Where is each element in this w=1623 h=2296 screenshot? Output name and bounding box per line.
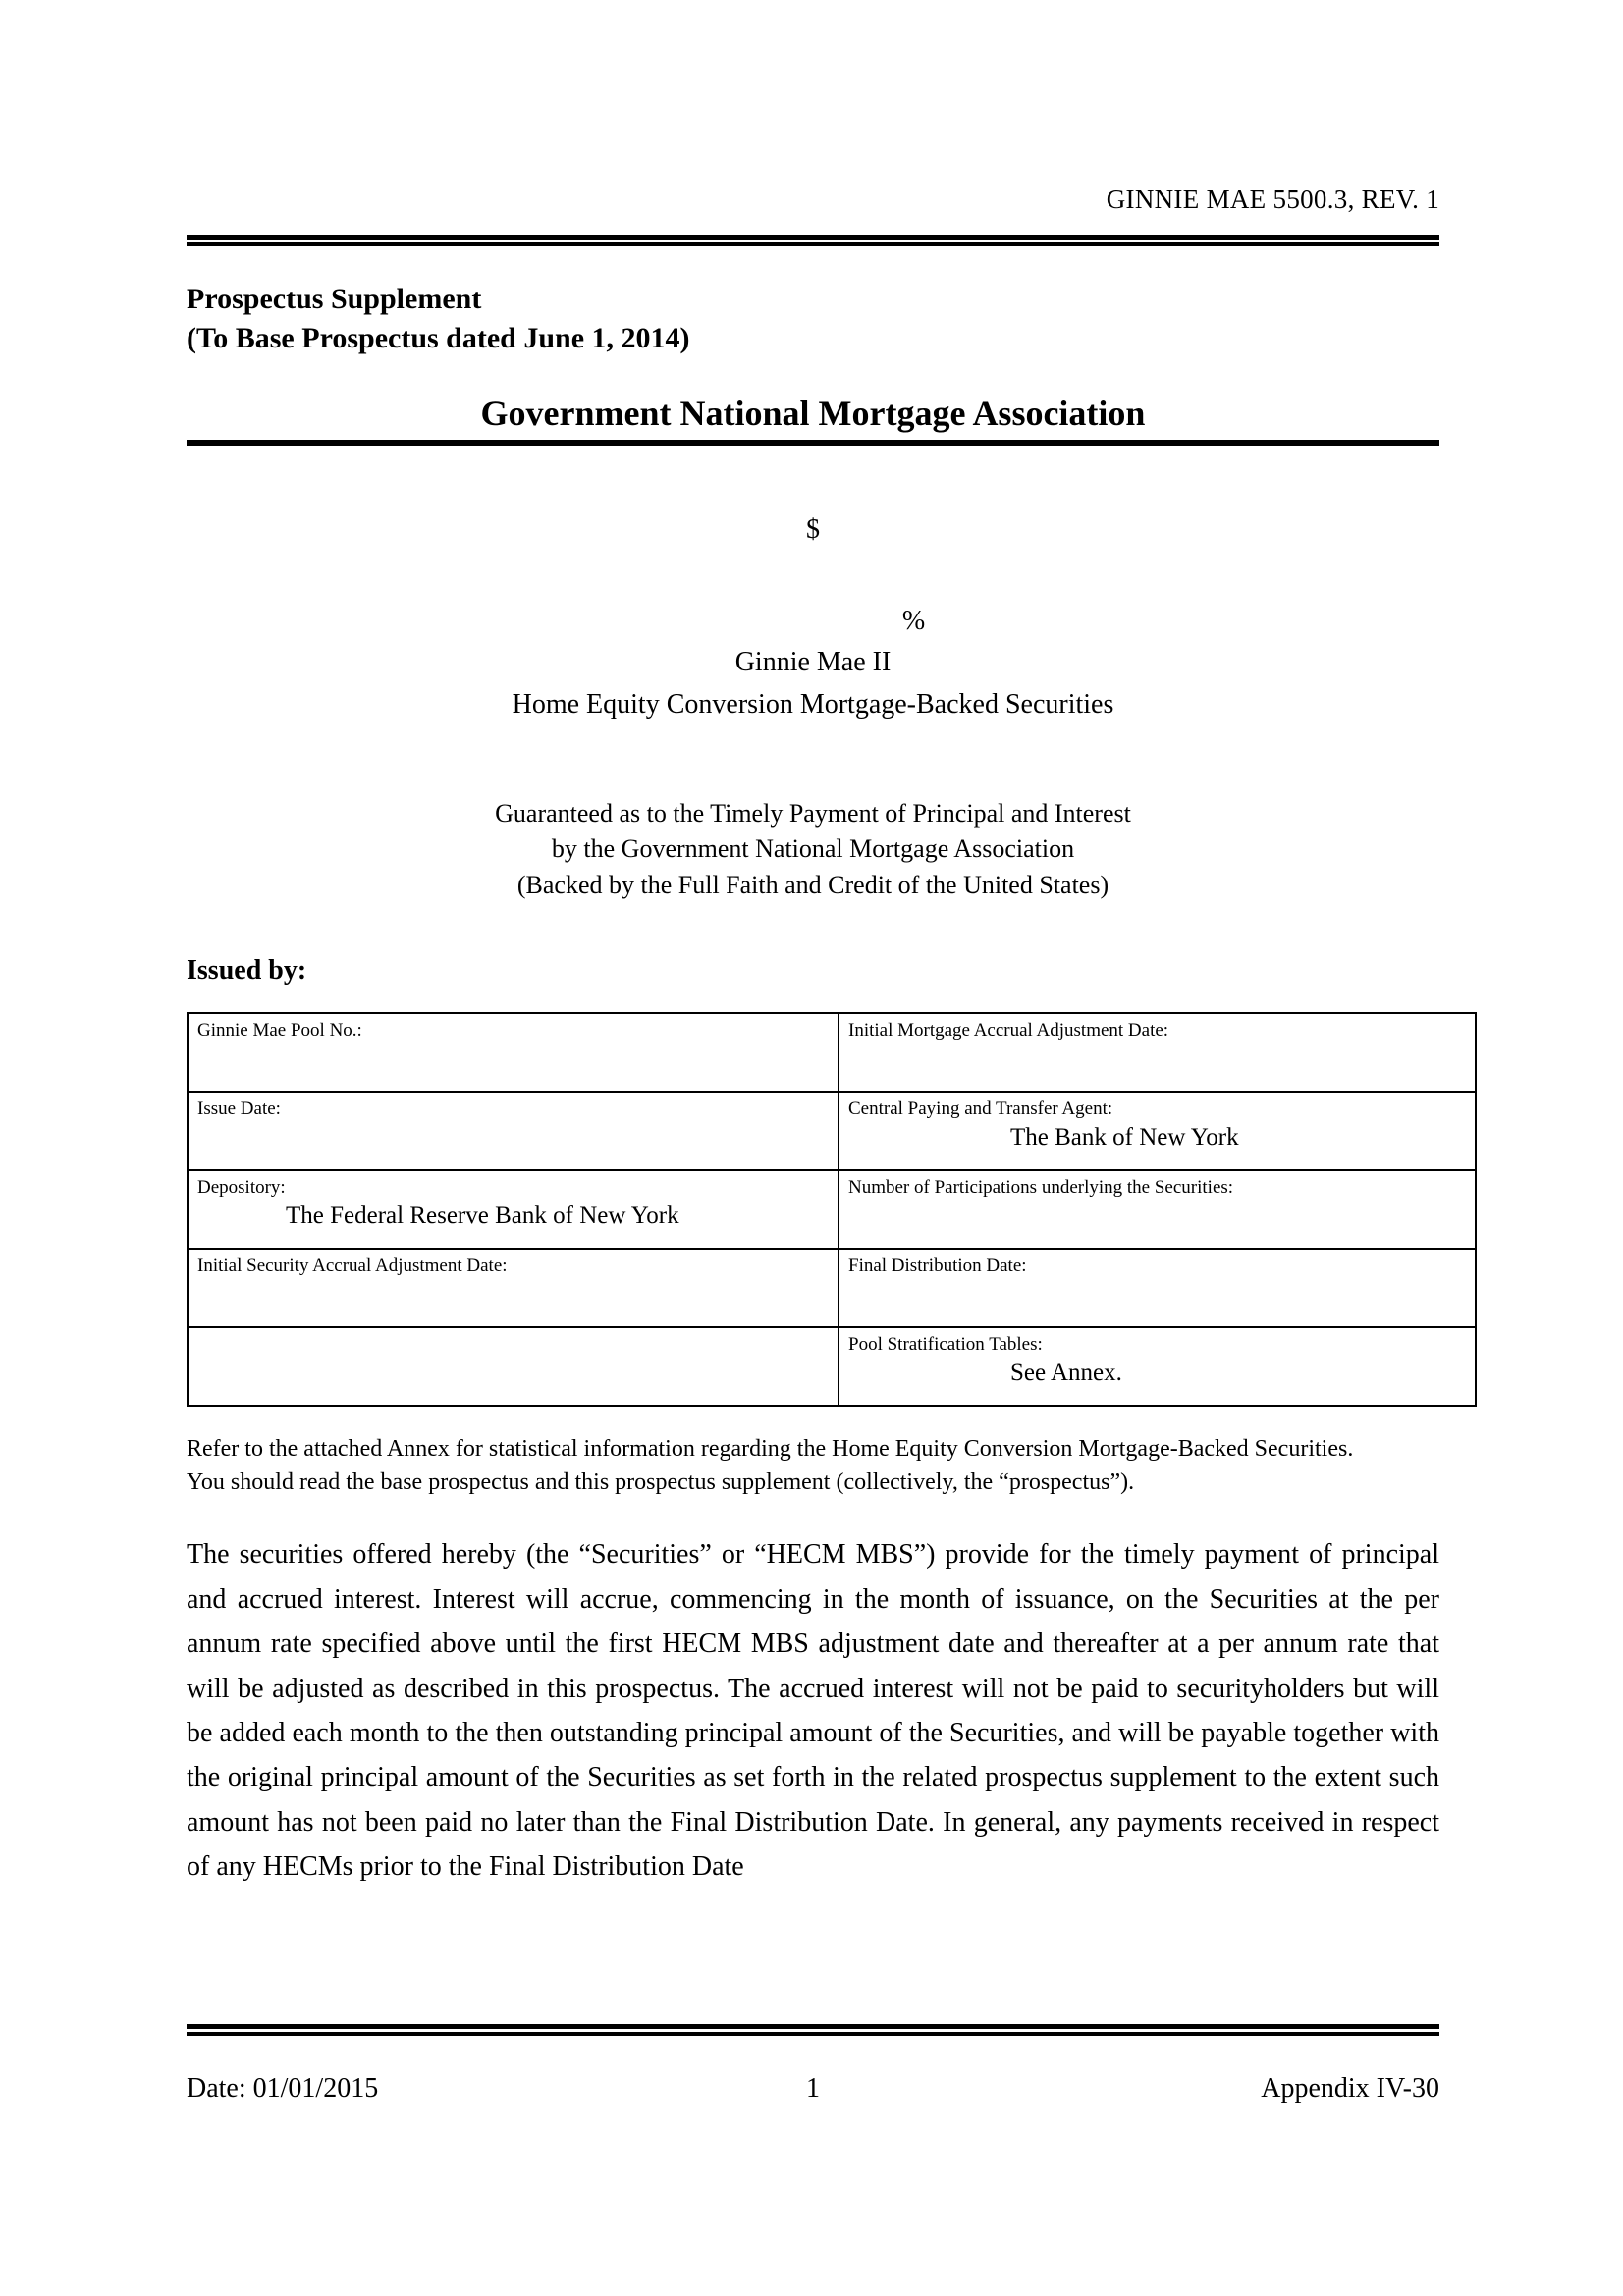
security-program-name: Ginnie Mae II xyxy=(734,647,892,678)
prospectus-supplement-title: Prospectus Supplement xyxy=(187,283,482,315)
issuer-details-table xyxy=(187,1012,1477,1407)
offering-block xyxy=(187,510,1439,724)
label-depository: Depository: xyxy=(197,1177,286,1199)
annex-note: Refer to the attached Annex for statistical information regarding the Home Equity Conversion Mortgage-Backed Securities. xyxy=(187,1436,1354,1463)
issuer-main-heading: Government National Mortgage Association xyxy=(480,393,1146,433)
cell-ginnie-mae-pool-no xyxy=(188,1013,839,1092)
guarantee-line-3: (Backed by the Full Faith and Credit of the United States) xyxy=(516,871,1109,900)
label-initial-mortgage-accrual-adjustment-date: Initial Mortgage Accrual Adjustment Date: xyxy=(848,1020,1169,1041)
footer-date: Date: 01/01/2015 xyxy=(187,2073,379,2104)
header-divider-rule xyxy=(187,235,1439,246)
cell-final-distribution-date xyxy=(839,1249,1476,1327)
securities-description-paragraph: The securities offered hereby (the “Securities” or “HECM MBS”) provide for the timely payment of principal and accrued interest. Interest will accrue, commencing in the month of issuance, on the Securities at the per annum rate specified above until the first HECM MBS adjustment date and thereafter at a per annum rate that will be adjusted as described in this prospectus. The accrued interest will not be paid to securityholders but will be added each month to the then outstanding principal amount of the Securities, and will be payable together with the original principal amount of the Securities as set forth in the related prospectus supplement to the extent such amount has not been paid no later than the Final Distribution Date. In general, any payments received in respect of any HECMs prior to the Final Distribution Date xyxy=(187,1539,1439,1882)
label-ginnie-mae-pool-no: Ginnie Mae Pool No.: xyxy=(197,1020,362,1041)
table-row xyxy=(188,1092,1476,1170)
table-row xyxy=(188,1013,1476,1092)
guarantee-line-1: Guaranteed as to the Timely Payment of Principal and Interest xyxy=(495,798,1131,828)
base-prospectus-date: (To Base Prospectus dated June 1, 2014) xyxy=(187,321,690,354)
cell-central-paying-and-transfer-agent xyxy=(839,1092,1476,1170)
cell-depository xyxy=(188,1170,839,1249)
cell-initial-mortgage-accrual-adjustment-date xyxy=(839,1013,1476,1092)
label-central-paying-and-transfer-agent: Central Paying and Transfer Agent: xyxy=(848,1098,1113,1120)
label-number-of-participations: Number of Participations underlying the Securities: xyxy=(848,1177,1234,1199)
page-footer xyxy=(187,2024,1439,2105)
cell-number-of-participations xyxy=(839,1170,1476,1249)
cell-empty xyxy=(188,1327,839,1406)
table-row xyxy=(188,1170,1476,1249)
security-description: Home Equity Conversion Mortgage-Backed Securities xyxy=(512,688,1114,720)
form-reference-text: GINNIE MAE 5500.3, REV. 1 xyxy=(1106,185,1439,214)
value-pool-stratification-tables: See Annex. xyxy=(1010,1359,1122,1386)
form-reference-header xyxy=(187,0,1439,215)
offering-rate-placeholder: % xyxy=(901,605,926,636)
label-pool-stratification-tables: Pool Stratification Tables: xyxy=(848,1334,1043,1356)
guarantee-statement xyxy=(187,796,1439,905)
value-depository: The Federal Reserve Bank of New York xyxy=(286,1201,679,1229)
label-issue-date: Issue Date: xyxy=(197,1098,281,1120)
offering-amount-placeholder: $ xyxy=(806,514,820,546)
cell-issue-date xyxy=(188,1092,839,1170)
issued-by-label: Issued by: xyxy=(187,955,307,987)
page-content xyxy=(187,0,1439,1889)
table-row xyxy=(188,1249,1476,1327)
table-row xyxy=(188,1327,1476,1406)
prospectus-title-block xyxy=(187,280,1439,358)
footer-divider-rule xyxy=(187,2024,1439,2036)
guarantee-line-2: by the Government National Mortgage Association xyxy=(551,834,1075,864)
footer-page-number: 1 xyxy=(805,2073,820,2104)
footer-row xyxy=(187,2073,1439,2105)
label-initial-security-accrual-adjustment-date: Initial Security Accrual Adjustment Date: xyxy=(197,1255,508,1277)
heading-underline-rule xyxy=(187,440,1439,446)
cell-initial-security-accrual-adjustment-date xyxy=(188,1249,839,1327)
value-central-paying-and-transfer-agent: The Bank of New York xyxy=(1010,1123,1239,1150)
label-final-distribution-date: Final Distribution Date: xyxy=(848,1255,1027,1277)
read-prospectus-note: You should read the base prospectus and this prospectus supplement (collectively, the “prospectus”). xyxy=(187,1469,1135,1496)
footer-appendix: Appendix IV-30 xyxy=(1261,2073,1439,2104)
cell-pool-stratification-tables xyxy=(839,1327,1476,1406)
